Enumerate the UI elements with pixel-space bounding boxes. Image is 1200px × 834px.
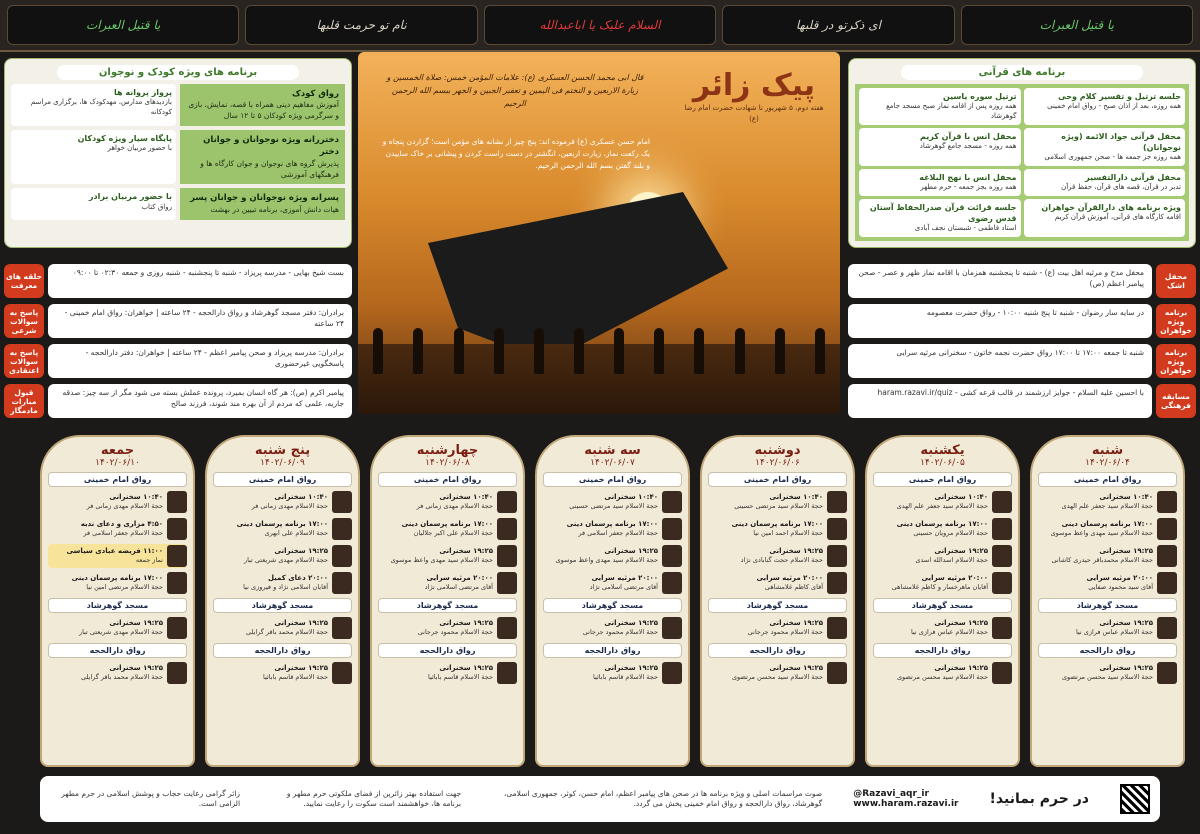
info-strip: محفل مدح و مرثیه اهل بیت (ع) - شنبه تا پنجشنبه همزمان با اقامه نماز ظهر و عصر - صحن پیامبر اعظم (ص) [848,264,1152,298]
event-speaker: حجة الاسلام محمود جرجانی [417,628,493,637]
speaker-avatar [1157,662,1177,684]
event-speaker: حجة الاسلام جعفر اسلامی فر [578,529,658,538]
speaker-avatar [497,662,517,684]
event-speaker: آقای مرتضی اسلامی نژاد [589,583,658,592]
event-time: ۱۷:۰۰ برنامه پرسمان دینی [896,520,988,529]
quran-programs-panel [848,58,1196,248]
event-time: ۱۹:۲۵ سخنرانی [604,547,658,556]
top-banner [0,0,1200,52]
schedule-event [213,544,352,568]
pilgrims-silhouette [358,314,840,374]
event-speaker: حجة الاسلام مهدی زمانی فر [251,502,328,511]
event-time: ۱۹:۲۵ سخنرانی [934,664,988,673]
event-time: ۱۹:۲۵ سخنرانی [274,619,328,628]
day-name: جمعه [100,443,135,458]
schedule-event [48,571,187,595]
event-speaker: حجة الاسلام سید مهدی واعظ موسوی [390,556,493,565]
speaker-avatar [1157,545,1177,567]
event-speaker: نماز جمعه [135,556,163,565]
event-speaker: حجة الاسلام سید محسن مرتضوی [896,673,988,682]
speaker-avatar [1157,518,1177,540]
speaker-avatar [332,518,352,540]
footer-bar [40,776,1160,822]
event-speaker: حجة الاسلام احمد امین نیا [753,529,823,538]
event-time: ۱۰:۴۰ سخنرانی [934,493,988,502]
event-speaker: حجة الاسلام سید مرتضی حسینی [569,502,658,511]
schedule-event [873,616,1012,640]
day-name: دوشنبه [754,443,801,458]
event-time: ۱۹:۲۵ سخنرانی [604,619,658,628]
banner-flag: نام تو حرمت قلبها [245,5,477,45]
schedule-event [543,571,682,595]
speaker-avatar [167,545,187,567]
speaker-avatar [497,518,517,540]
event-speaker: حجة الاسلام عباس فرازی نیا [910,628,988,637]
info-strip: برادران: دفتر مسجد گوهرشاد و رواق دارالحجه - ۲۴ ساعته | خواهران: رواق امام خمینی - ۲۴ ساعته [48,304,352,338]
event-time: ۱۷:۰۰ برنامه پرسمان دینی [401,520,493,529]
schedule-event [873,517,1012,541]
event-speaker: حجة الاسلام محمود جرجانی [747,628,823,637]
event-time: ۱۰:۴۰ سخنرانی [274,493,328,502]
event-speaker: حجة الاسلام مهدی شریعتی تبار [78,628,163,637]
venue-header: رواق دارالحجه [543,643,682,658]
speaker-avatar [332,617,352,639]
schedule-event [48,544,187,568]
qr-code-icon[interactable] [1120,784,1150,814]
day-name: سه شنبه [584,443,641,458]
event-time: ۲۰:۰۰ مرثیه سرایی [591,574,658,583]
schedule-event [708,616,847,640]
venue-header: رواق امام خمینی [378,472,517,487]
schedule-event [708,571,847,595]
info-strip: بست شیخ بهایی - مدرسه پریزاد - شنبه تا پنجشنبه - شنبه روزی و جمعه ۰۲:۳۰ تا ۰۹:۰۰ [48,264,352,298]
day-date: ۱۴۰۲/۰۶/۱۰ [95,458,140,468]
program-block: پسرانه ویژه نوجوانان و جوانان پسر هیات دانش آموزی، برنامه تبیین در بهشت [180,188,345,219]
event-speaker: آقای مرتضی اسلامی نژاد [424,583,493,592]
social-links[interactable] [853,789,958,809]
speaker-avatar [167,617,187,639]
schedule-event [873,661,1012,685]
event-time: ۱۹:۲۵ سخنرانی [934,547,988,556]
program-block: رواق کودک آموزش مفاهیم دینی همراه با قصه، نمایش، بازی و سرگرمی ویژه کودکان ۵ تا ۱۲ سال [180,84,345,126]
speaker-avatar [827,572,847,594]
event-time: ۱۹:۲۵ سخنرانی [934,619,988,628]
event-speaker: حجة الاسلام سید محسن مرتضوی [1061,673,1153,682]
event-speaker: حجة الاسلام سید مرتضی حسینی [734,502,823,511]
program-block: محفل انس با نهج البلاغه همه روزه بجز جمعه - حرم مطهر [859,169,1021,196]
schedule-event [48,616,187,640]
program-block: دختررانه ویژه نوجوانان و جوانان دختر پذیرش گروه های نوجوان و جوان کارگاه ها و فرهنگهای آموزشی [180,130,345,184]
speaker-avatar [827,617,847,639]
welcome-slogan: در حرم بمانید! [989,791,1089,807]
event-speaker: آقایان ماهرخسار و کاظم غلامشاهی [891,583,988,592]
info-strip: شنبه تا جمعه ۱۷:۰۰ تا ۱۷:۰۰ رواق حضرت نجمه خاتون - سخنرانی مرثیه سرایی [848,344,1152,378]
speaker-avatar [662,617,682,639]
day-name: چهارشنبه [416,443,479,458]
schedule-event [543,517,682,541]
event-time: ۱۷:۰۰ برنامه پرسمان دینی [731,520,823,529]
venue-header: رواق امام خمینی [1038,472,1177,487]
schedule-event [213,616,352,640]
venue-header: مسجد گوهرشاد [378,598,517,613]
speaker-avatar [497,545,517,567]
info-strip: در سایه سار رضوان - شنبه تا پنج شنبه ۱۰:۰۰ - رواق حضرت معصومه [848,304,1152,338]
venue-header: مسجد گوهرشاد [543,598,682,613]
tag-label: مسابقه فرهنگی [1156,384,1196,418]
tag-label: برنامه ویژه خواهران [1156,344,1196,378]
speaker-avatar [1157,572,1177,594]
day-column [700,435,855,767]
speaker-avatar [662,545,682,567]
hijab-note: زائر گرامی رعایت حجاب و پوشش اسلامی در حرم مطهر الزامی است. [61,788,241,808]
speaker-avatar [332,572,352,594]
banner-flag: یا قتیل العبرات [7,5,239,45]
day-date: ۱۴۰۲/۰۶/۰۴ [1085,458,1130,468]
event-speaker: آقای کاظم غلامشاهی [764,583,823,592]
venue-header: مسجد گوهرشاد [213,598,352,613]
schedule-event [213,661,352,685]
schedule-event [378,661,517,685]
speaker-avatar [827,518,847,540]
event-time: ۲۰:۰۰ دعای کمیل [267,574,328,583]
speaker-avatar [167,662,187,684]
schedule-event [1038,616,1177,640]
event-time: ۱۷:۰۰ برنامه پرسمان دینی [236,520,328,529]
panel-title: برنامه های قرآنی [901,65,1143,80]
schedule-event [543,490,682,514]
speaker-avatar [662,662,682,684]
program-block: ویژه برنامه های دارالقرآن خواهران اقامه کارگاه های قرآنی، آموزش قرآن کریم [1024,199,1186,237]
speaker-avatar [167,572,187,594]
event-speaker: حجة الاسلام مهدی زمانی فر [416,502,493,511]
program-block: جلسه ترتیل و تفسیر کلام وحی همه روزه، بعد از اذان صبح - رواق امام خمینی [1024,88,1186,125]
tag-label: برنامه ویژه خواهران [1156,304,1196,338]
info-strip: پیامبر اکرم (ص): هر گاه انسان بمیرد، پرونده عملش بسته می شود مگر از سه چیز: صدقه جاریه، علمی که مردم از آن بهره مند شوند، فرزند صالح [48,384,352,418]
event-speaker: حجة الاسلام محمود جرجانی [582,628,658,637]
panel-title: برنامه های ویژه کودک و نوجوان [57,65,299,80]
day-column [865,435,1020,767]
event-speaker: حجة الاسلام عباس فرازی نیا [1075,628,1153,637]
venue-header: مسجد گوهرشاد [873,598,1012,613]
venue-header: رواق امام خمینی [543,472,682,487]
venue-header: رواق دارالحجه [1038,643,1177,658]
left-tag-column [4,264,44,418]
event-time: ۱۹:۲۵ سخنرانی [439,664,493,673]
hero-image [358,52,840,414]
event-time: ۱۱:۰۰ فریضه عبادی سیاسی [66,547,163,556]
speaker-avatar [662,491,682,513]
program-block: با حضور مربیان برادر رواق کتاب [11,188,176,219]
event-time: ۱۹:۲۵ سخنرانی [1099,547,1153,556]
event-time: ۱۰:۴۰ سخنرانی [604,493,658,502]
venue-header: رواق امام خمینی [708,472,847,487]
event-speaker: آقایان اسلامی نژاد و فیروزی نیا [243,583,328,592]
speaker-avatar [662,518,682,540]
publication-brand [684,68,824,124]
event-speaker: حجة الاسلام سید مهدی واعظ موسوی [555,556,658,565]
schedule-event [873,544,1012,568]
schedule-event [873,571,1012,595]
day-name: شنبه [1091,443,1124,458]
speaker-avatar [992,491,1012,513]
day-date: ۱۴۰۲/۰۶/۰۸ [425,458,470,468]
venue-header: مسجد گوهرشاد [708,598,847,613]
program-block: محفل قرآنی دارالتفسیر تدبر در قرآن، قصه های قرآن، حفظ قرآن [1024,169,1186,196]
tag-label: پاسخ به سوالات اعتقادی [4,344,44,378]
event-time: ۱۹:۲۵ سخنرانی [769,547,823,556]
schedule-event [213,490,352,514]
event-time: ۱۹:۲۵ سخنرانی [604,664,658,673]
day-date: ۱۴۰۲/۰۶/۰۶ [755,458,800,468]
speaker-avatar [332,545,352,567]
program-block: محفل قرآنی جواد الائمه (ویژه نوجوانان) همه روزه جز جمعه ها - صحن جمهوری اسلامی [1024,128,1186,166]
venue-header: رواق امام خمینی [873,472,1012,487]
venue-header: رواق امام خمینی [48,472,187,487]
event-time: ۱۹:۲۵ سخنرانی [109,664,163,673]
brand-subtitle: هفته دوم، ۵ شهریور تا شهادت حضرت امام رضا (ع) [684,104,824,123]
schedule-event [1038,571,1177,595]
schedule-event [213,517,352,541]
event-time: ۱۹:۲۵ سخنرانی [274,664,328,673]
program-block: پرواز پروانه ها بازدیدهای مدارس، مهدکودک ها، برگزاری مراسم کودکانه [11,84,176,126]
program-block: پایگاه سیار ویژه کودکان با حضور مربیان خواهر [11,130,176,184]
schedule-event [708,661,847,685]
hadith-quote: قال ابی محمد الحسن العسکری (ع): علامات المؤمن خمس: صلاة الخمسین و زیارة الاربعین و التختم فی الیمین و تعفیر الجبین و الجهر ببسم الله الرحمن الرحیم [386,73,644,108]
speaker-avatar [332,662,352,684]
event-time: ۲۰:۰۰ مرثیه سرایی [426,574,493,583]
venue-header: مسجد گوهرشاد [1038,598,1177,613]
day-name: یکشنبه [920,443,965,458]
event-time: ۱۹:۲۵ سخنرانی [274,547,328,556]
event-speaker: حجة الاسلام اسدالله اسدی [915,556,988,565]
event-time: ۲۰:۰۰ مرثیه سرایی [756,574,823,583]
day-date: ۱۴۰۲/۰۶/۰۵ [920,458,965,468]
schedule-event [1038,661,1177,685]
event-speaker: حجة الاسلام محمد باقر گرایلی [245,628,328,637]
event-time: ۴:۵۰ مزاری و دعای ندبه [80,520,163,529]
speaker-avatar [1157,617,1177,639]
event-speaker: حجة الاسلام حجت گنابادی نژاد [740,556,823,565]
tag-label: حلقه های معرفت [4,264,44,298]
broadcast-note: صوت مراسمات اصلی و ویژه برنامه ها در صحن های پیامبر اعظم، امام حسن، کوثر، جمهوری اسلامی، گوهرشاد، رواق دارالحجه و رواق امام خمینی پخش می گردد. [503,788,823,808]
schedule-event [543,544,682,568]
event-time: ۱۰:۴۰ سخنرانی [769,493,823,502]
day-column [205,435,360,767]
venue-header: رواق دارالحجه [48,643,187,658]
program-block: جلسه قرائت قرآن صدرالحفاظ آستان قدس رضوی استاد فاطمی - شبستان نجف آبادی [859,199,1021,237]
event-time: ۱۹:۲۵ سخنرانی [1099,664,1153,673]
banner-flag: ای ذکرتو در قلبها [722,5,954,45]
youth-programs-panel [4,58,352,248]
info-strip: برادران: مدرسه پریزاد و صحن پیامبر اعظم - ۲۴ ساعته | خواهران: دفتر دارالحجه - پاسخگویی غیرحضوری [48,344,352,378]
venue-header: مسجد گوهرشاد [48,598,187,613]
event-time: ۱۰:۴۰ سخنرانی [439,493,493,502]
event-time: ۱۷:۰۰ برنامه پرسمان دینی [71,574,163,583]
day-column [1030,435,1185,767]
schedule-event [543,661,682,685]
website-link: www.haram.razavi.ir [853,799,959,809]
schedule-event [1038,517,1177,541]
event-speaker: حجة الاسلام مهدی زمانی فر [86,502,163,511]
schedule-event [378,571,517,595]
event-speaker: حجة الاسلام علی اکبر جلالیان [413,529,493,538]
schedule-event [543,616,682,640]
social-handle: @Razavi_aqr_ir [853,789,929,799]
day-date: ۱۴۰۲/۰۶/۰۷ [590,458,635,468]
event-speaker: حجة الاسلام قاسم بابائیا [593,673,658,682]
schedule-event [708,544,847,568]
hadith-translation: امام حسن عسکری (ع) فرموده اند: پنج چیز از نشانه های مؤمن است؛ گزاردن پنجاه و یک رکعت نماز، زیارت اربعین، انگشتر در دست راست کردن و پیشانی بر خاک ساییدن و بلند گفتن بسم الله الرحمن الرحیم. [382,137,650,170]
day-column [40,435,195,767]
speaker-avatar [992,662,1012,684]
event-speaker: حجة الاسلام جعفر اسلامی فر [83,529,163,538]
event-time: ۲۰:۰۰ مرثیه سرایی [921,574,988,583]
schedule-event [708,490,847,514]
schedule-event [873,490,1012,514]
speaker-avatar [167,518,187,540]
banner-flag: السلام علیک یا اباعبدالله [484,5,716,45]
brand-logo: پیک زائر [692,68,816,103]
schedule-event [378,544,517,568]
event-time: ۱۹:۲۵ سخنرانی [439,619,493,628]
schedule-event [213,571,352,595]
venue-header: رواق دارالحجه [213,643,352,658]
info-strip: با احسین علیه السلام - جوایز ارزشمند در قالب قرعه کشی - haram.razavi.ir/quiz [848,384,1152,418]
event-time: ۱۹:۲۵ سخنرانی [769,619,823,628]
event-speaker: حجة الاسلام مهدی شریعتی تبار [243,556,328,565]
tag-label: محفل اشک [1156,264,1196,298]
day-column [535,435,690,767]
program-block: ترتیل سوره یاسین همه روزه پس از اقامه نماز صبح مسجد جامع گوهرشاد [859,88,1021,125]
tag-label: قبول مبارات مادمگار [4,384,44,418]
speaker-avatar [992,572,1012,594]
event-time: ۱۹:۲۵ سخنرانی [109,619,163,628]
event-speaker: حجة الاسلام علی ابهری [264,529,328,538]
venue-header: رواق دارالحجه [873,643,1012,658]
tag-label: پاسخ به سوالات شرعی [4,304,44,338]
event-speaker: آقای سید محمود صفایی [1088,583,1153,592]
event-time: ۱۹:۲۵ سخنرانی [769,664,823,673]
speaker-avatar [497,572,517,594]
schedule-event [378,517,517,541]
event-speaker: حجة الاسلام محمدباقر حیدری کاشانی [1051,556,1153,565]
schedule-event [48,490,187,514]
event-time: ۱۷:۰۰ برنامه پرسمان دینی [566,520,658,529]
event-time: ۱۹:۲۵ سخنرانی [1099,619,1153,628]
speaker-avatar [827,662,847,684]
event-speaker: حجة الاسلام قاسم بابائیا [263,673,328,682]
speaker-avatar [992,518,1012,540]
speaker-avatar [992,617,1012,639]
event-speaker: حجة الاسلام محمد باقر گرایلی [80,673,163,682]
event-speaker: حجة الاسلام سید جعفر علم الهدی [1061,502,1153,511]
right-tag-column [1156,264,1196,418]
event-time: ۲۰:۰۰ مرثیه سرایی [1086,574,1153,583]
day-date: ۱۴۰۲/۰۶/۰۹ [260,458,305,468]
event-time: ۱۹:۲۵ سخنرانی [439,547,493,556]
event-time: ۱۰:۴۰ سخنرانی [109,493,163,502]
venue-header: رواق دارالحجه [378,643,517,658]
venue-header: رواق امام خمینی [213,472,352,487]
schedule-event [1038,490,1177,514]
speaker-avatar [497,491,517,513]
day-name: پنج شنبه [254,443,311,458]
event-speaker: حجة الاسلام سید جعفر علم الهدی [896,502,988,511]
speaker-avatar [497,617,517,639]
banner-flag: یا قتیل العبرات [961,5,1193,45]
schedule-event [48,517,187,541]
schedule-event [1038,544,1177,568]
event-speaker: حجة الاسلام قاسم بابائیا [428,673,493,682]
schedule-event [378,616,517,640]
silence-note: جهت استفاده بهتر زائرین از فضای ملکوتی حرم مطهر و برنامه ها، خواهشمند است سکوت را رعایت نمایید. [286,788,462,808]
event-speaker: حجة الاسلام مرویان حسینی [913,529,988,538]
event-speaker: حجة الاسلام سید محسن مرتضوی [731,673,823,682]
schedule-event [378,490,517,514]
event-speaker: حجة الاسلام مرتضی امین نیا [86,583,163,592]
speaker-avatar [167,491,187,513]
speaker-avatar [1157,491,1177,513]
event-speaker: حجة الاسلام سید مهدی واعظ موسوی [1050,529,1153,538]
schedule-event [708,517,847,541]
venue-header: رواق دارالحجه [708,643,847,658]
speaker-avatar [827,491,847,513]
event-time: ۱۰:۴۰ سخنرانی [1099,493,1153,502]
event-time: ۱۷:۰۰ برنامه پرسمان دینی [1061,520,1153,529]
speaker-avatar [662,572,682,594]
speaker-avatar [992,545,1012,567]
schedule-event [48,661,187,685]
speaker-avatar [827,545,847,567]
speaker-avatar [332,491,352,513]
program-block: محفل انس با قرآن کریم همه روزه - مسجد جامع گوهرشاد [859,128,1021,166]
day-column [370,435,525,767]
